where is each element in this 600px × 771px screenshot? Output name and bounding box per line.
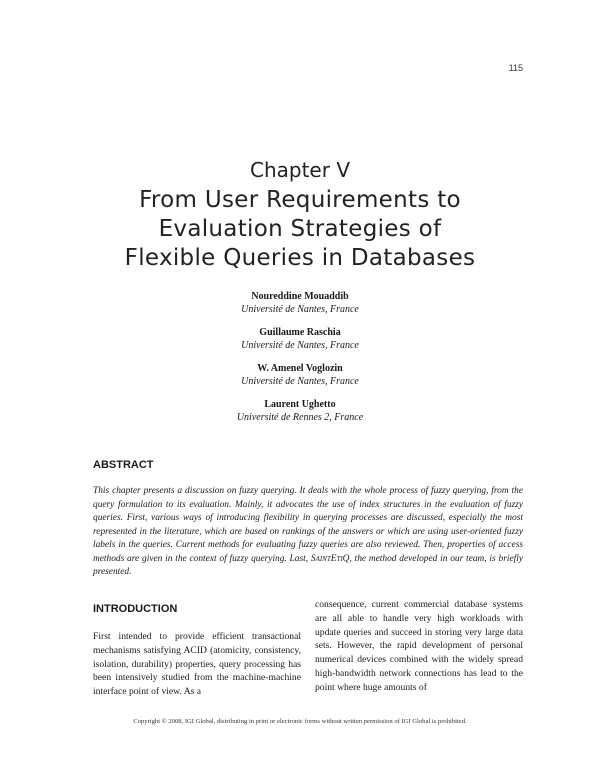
author-list: [0, 290, 600, 434]
abstract-text: [93, 485, 523, 580]
introduction-right-column: consequence, current commercial database systems are all able to handle very high workloads with update queries and succeed in storing very large data sets. However, the rapid development of personal numerical devices combined with the widely spread high-bandwidth network connections has lead to the point where huge amounts of: [315, 599, 523, 693]
author-name: Guillaume Raschia: [259, 327, 341, 338]
author-name: W. Amenel Voglozin: [257, 363, 343, 374]
author-name: Laurent Ughetto: [264, 399, 336, 410]
system-name: SaintEtiQ: [310, 553, 350, 564]
chapter-title-line: From User Requirements to: [139, 187, 461, 213]
author-block: [0, 326, 600, 352]
author-block: [0, 290, 600, 316]
chapter-title: [60, 186, 540, 273]
introduction-heading: INTRODUCTION: [93, 603, 178, 615]
abstract-text-part: This chapter presents a discussion on fuzzy querying. It deals with the whole process of fuzzy querying, from the query formulation to its evaluation. Mainly, it advocates the use of index structures in the evaluation of fuzzy queries. First, various ways of introducing flexibility in querying processes are discussed, especially the most represented in the literature, which are based on rankings of the answers or which are using user-oriented fuzzy labels in the queries. Current methods for evaluating fuzzy queries are also reviewed. Then, properties of access methods are given in the context of fuzzy querying. Last,: [93, 486, 523, 564]
author-affiliation: Université de Rennes 2, France: [236, 412, 364, 423]
abstract-text-part: , the method developed in our team, is briefly presented.: [93, 553, 523, 577]
copyright-notice: Copyright © 2008, IGI Global, distributing in print or electronic forms without written permission of IGI Global is prohibited.: [133, 718, 467, 725]
author-affiliation: Université de Nantes, France: [241, 304, 359, 315]
page-number: 115: [508, 63, 523, 73]
author-block: [0, 398, 600, 424]
introduction-left-column: First intended to provide efficient transactional mechanisms satisfying ACID (atomicity, consistency, isolation, durability) properties, query processing has been intensively studied from the machine-machine interface point of view. As a: [93, 631, 301, 698]
author-affiliation: Université de Nantes, France: [241, 376, 359, 387]
abstract-heading: ABSTRACT: [93, 459, 154, 471]
chapter-title-line: Flexible Queries in Databases: [124, 245, 476, 271]
author-block: [0, 362, 600, 388]
chapter-title-line: Evaluation Strategies of: [158, 216, 442, 242]
author-name: Noureddine Mouaddib: [251, 291, 349, 302]
chapter-label: Chapter V: [250, 158, 350, 182]
author-affiliation: Université de Nantes, France: [241, 340, 359, 351]
